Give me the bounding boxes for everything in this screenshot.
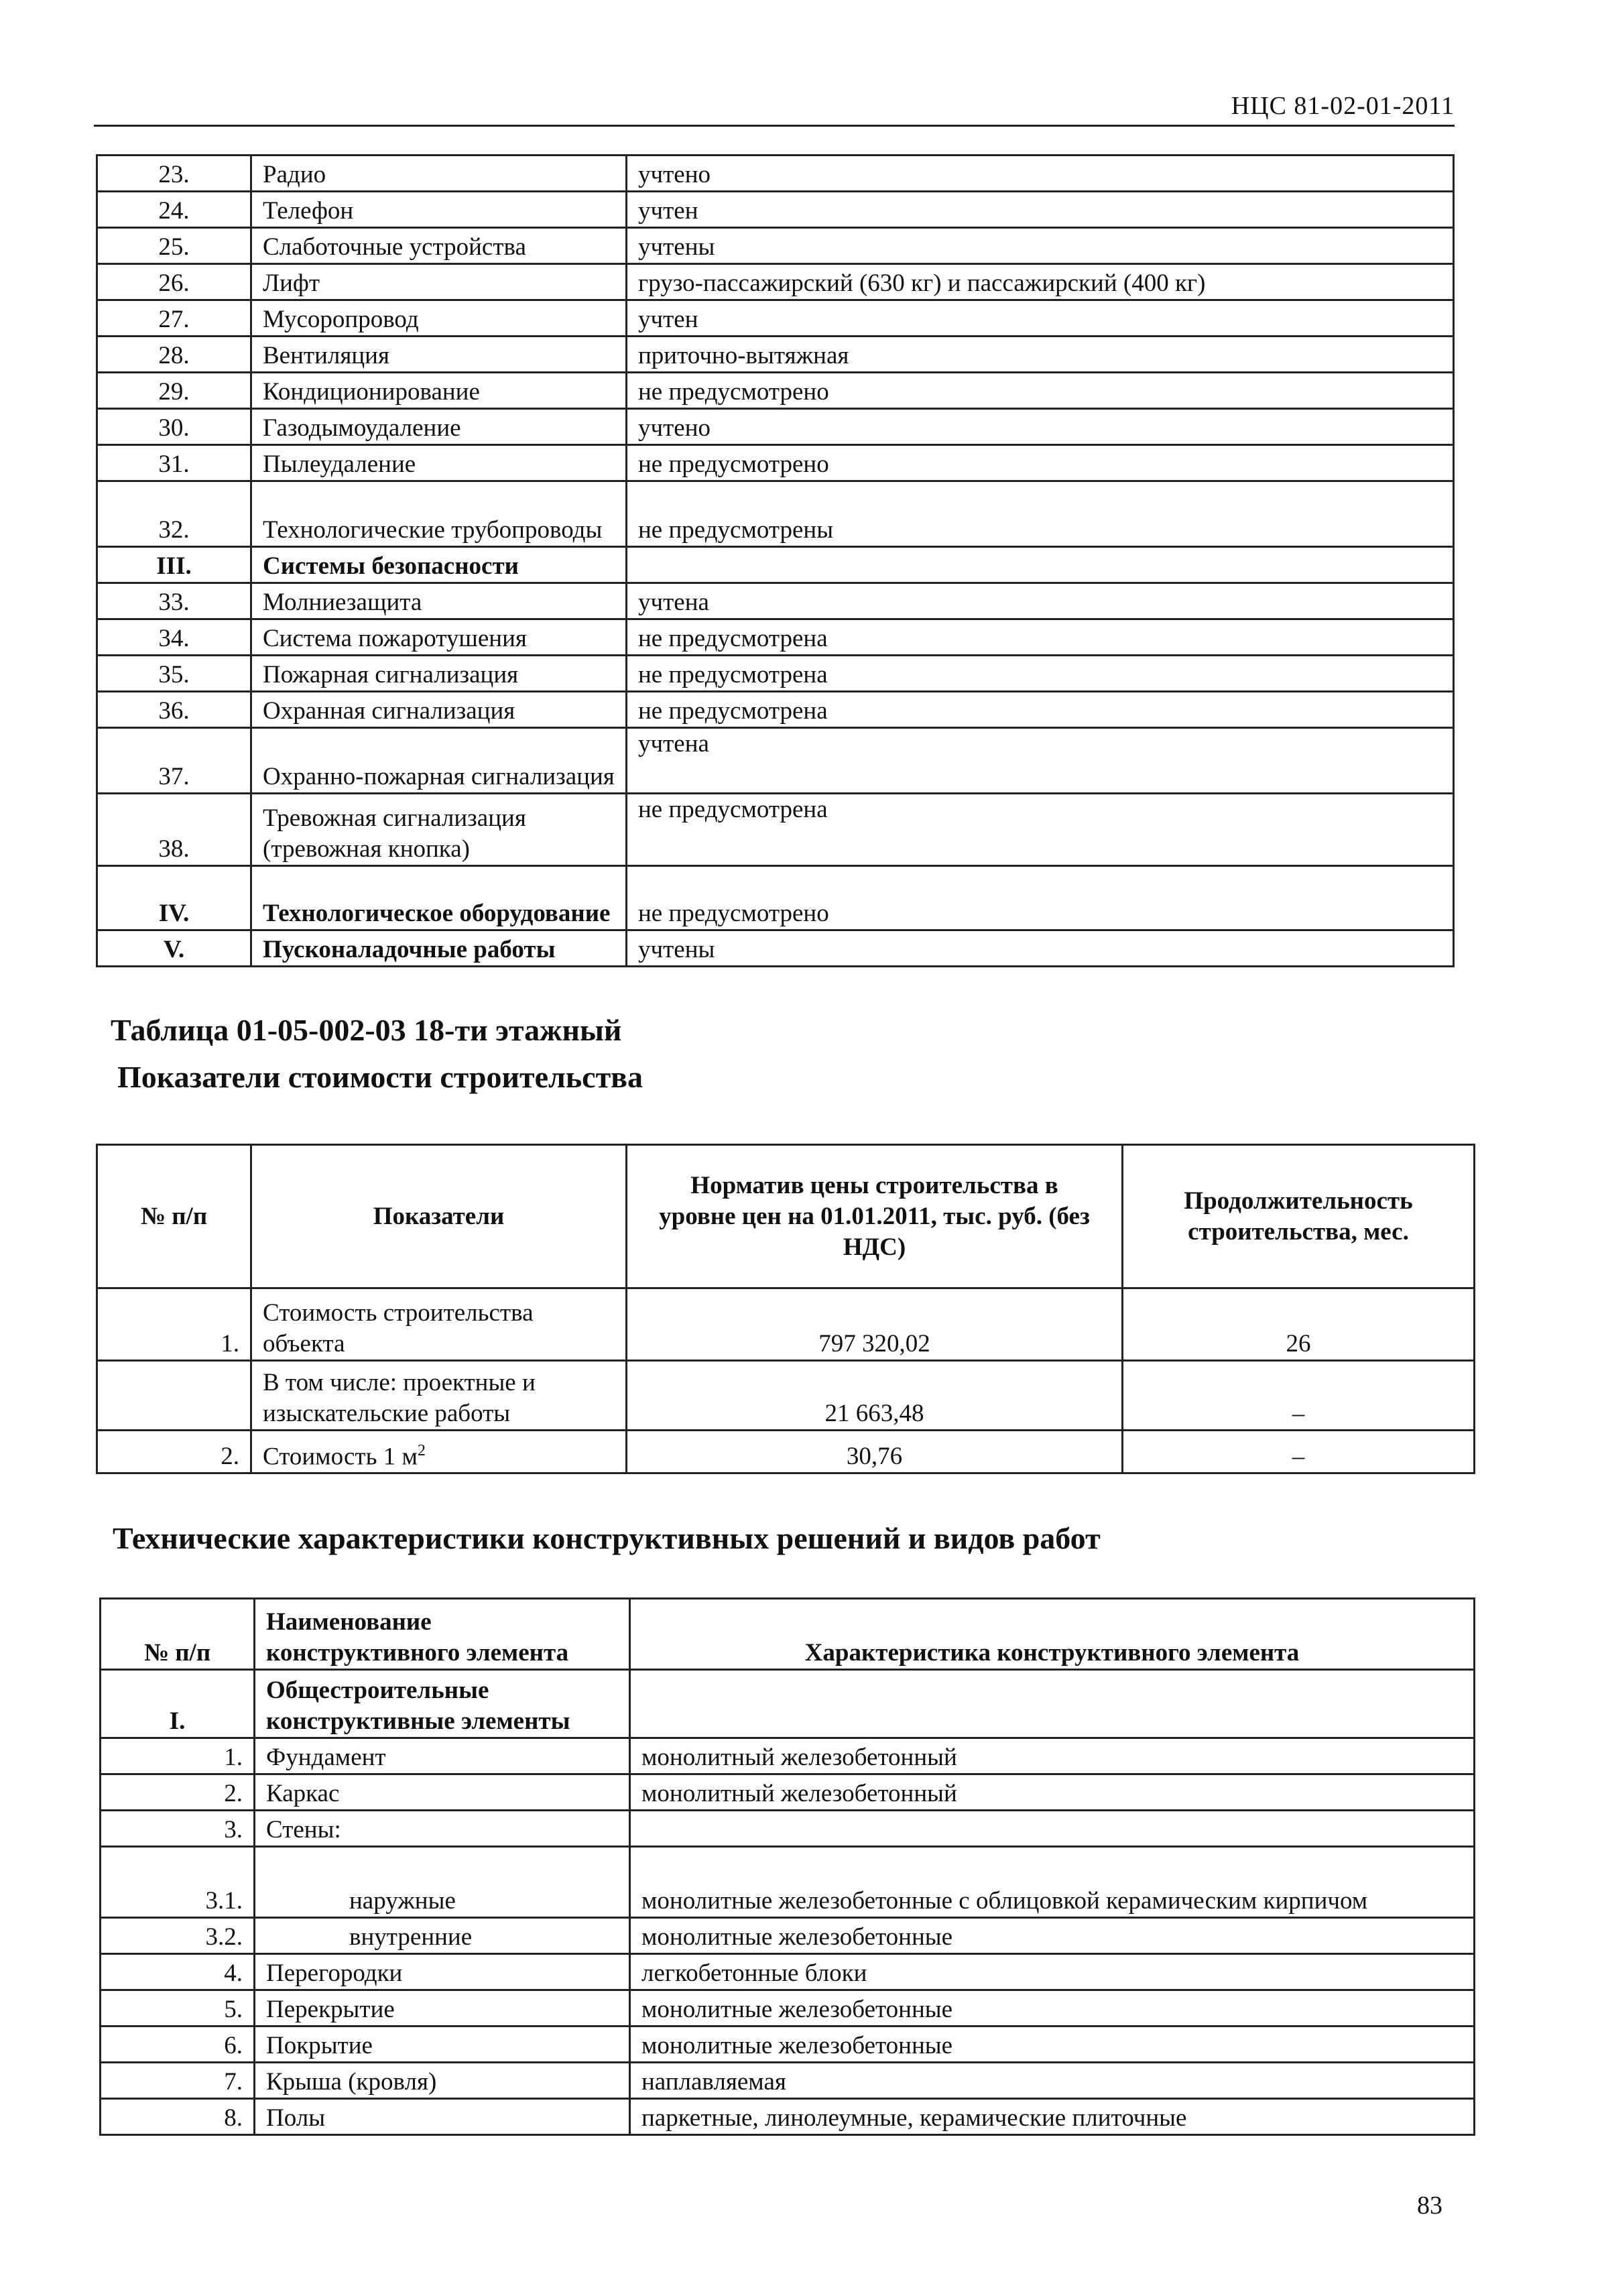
row-name: Перекрытие (255, 1990, 630, 2027)
row-value: не предусмотрено (627, 373, 1454, 409)
table-row (97, 1288, 1475, 1361)
row-value: монолитные железобетонные (630, 2027, 1475, 2063)
row-name: Покрытие (255, 2027, 630, 2063)
row-number: 4. (101, 1954, 255, 1990)
section-title: Технические характеристики конструктивных решений и видов работ (113, 1521, 1101, 1555)
row-name: Молниезащита (251, 583, 627, 619)
row-name: Слаботочные устройства (251, 228, 627, 264)
row-number: 24. (97, 192, 251, 228)
row-name: Фундамент (255, 1738, 630, 1774)
systems-table (96, 154, 1455, 967)
column-header-indicator: Показатели (251, 1145, 627, 1288)
row-value (630, 1811, 1475, 1847)
table-row (97, 728, 1454, 794)
row-name: Пожарная сигнализация (251, 656, 627, 692)
row-number: 27. (97, 300, 251, 337)
row-number: 36. (97, 692, 251, 728)
table-row (97, 619, 1454, 656)
row-value: монолитные железобетонные (630, 1918, 1475, 1954)
column-header-name: Наименование конструктивного элемента (255, 1599, 630, 1670)
row-name: Перегородки (255, 1954, 630, 1990)
row-number: 26. (97, 264, 251, 300)
row-value: учтен (627, 192, 1454, 228)
section-number: III. (97, 547, 251, 583)
section-row (101, 1670, 1475, 1738)
structural-elements-table (99, 1597, 1475, 2136)
row-number: 5. (101, 1990, 255, 2027)
table-row (97, 1361, 1475, 1431)
section-name: Общестроительные конструктивные элементы (255, 1670, 630, 1738)
row-name: Система пожаротушения (251, 619, 627, 656)
table-row (101, 2027, 1475, 2063)
table-row (97, 192, 1454, 228)
table-subtitle: Показатели стоимости строительства (117, 1060, 643, 1094)
table-row (101, 1811, 1475, 1847)
column-header-number: № п/п (101, 1599, 255, 1670)
row-duration: – (1123, 1431, 1475, 1473)
superscript: 2 (417, 1441, 426, 1459)
row-name: Кондиционирование (251, 373, 627, 409)
row-name: Охранно-пожарная сигнализация (251, 728, 627, 794)
row-value: легкобетонные блоки (630, 1954, 1475, 1990)
row-value (630, 1670, 1475, 1738)
row-value: не предусмотрена (627, 656, 1454, 692)
row-value: учтено (627, 156, 1454, 192)
row-number: 28. (97, 337, 251, 373)
row-name: Крыша (кровля) (255, 2063, 630, 2099)
row-name: Мусоропровод (251, 300, 627, 337)
table-row (97, 656, 1454, 692)
row-number: 30. (97, 409, 251, 445)
row-value: не предусмотрена (627, 692, 1454, 728)
row-name: Лифт (251, 264, 627, 300)
page-header (94, 86, 1455, 127)
page-number: 83 (1417, 2191, 1442, 2220)
row-value: наплавляемая (630, 2063, 1475, 2099)
row-number (97, 1361, 251, 1431)
row-duration: 26 (1123, 1288, 1475, 1361)
row-number: 3.2. (101, 1918, 255, 1954)
row-price: 30,76 (627, 1431, 1123, 1473)
cost-indicators-table (96, 1144, 1475, 1474)
row-name: Газодымоудаление (251, 409, 627, 445)
row-name: Радио (251, 156, 627, 192)
table-row (101, 1954, 1475, 1990)
row-price: 21 663,48 (627, 1361, 1123, 1431)
table-row (97, 409, 1454, 445)
row-name: Пылеудаление (251, 445, 627, 481)
row-number: 29. (97, 373, 251, 409)
row-name: Стены: (255, 1811, 630, 1847)
row-name: Охранная сигнализация (251, 692, 627, 728)
row-number: 6. (101, 2027, 255, 2063)
table-header-row (97, 1145, 1475, 1288)
row-value: приточно-вытяжная (627, 337, 1454, 373)
row-name-text: Стоимость 1 м (263, 1443, 418, 1470)
row-value: не предусмотрены (627, 481, 1454, 547)
row-name: наружные (255, 1847, 630, 1918)
row-value: грузо-пассажирский (630 кг) и пассажирский (400 кг) (627, 264, 1454, 300)
row-number: 1. (101, 1738, 255, 1774)
row-name: внутренние (255, 1918, 630, 1954)
table-row (97, 300, 1454, 337)
table-row (97, 228, 1454, 264)
row-number: 2. (97, 1431, 251, 1473)
table-row (97, 583, 1454, 619)
row-value: учтена (627, 583, 1454, 619)
row-value: монолитный железобетонный (630, 1738, 1475, 1774)
row-number: 25. (97, 228, 251, 264)
row-value: учтены (627, 228, 1454, 264)
row-value: монолитные железобетонные с облицовкой керамическим кирпичом (630, 1847, 1475, 1918)
table-row (101, 2063, 1475, 2099)
section-name: Пусконаладочные работы (251, 930, 627, 967)
column-header-duration: Продолжительность строительства, мес. (1123, 1145, 1475, 1288)
row-value: паркетные, линолеумные, керамические плиточные (630, 2099, 1475, 2135)
table-row (97, 794, 1454, 866)
section-name: Системы безопасности (251, 547, 627, 583)
table-row (97, 445, 1454, 481)
table-row (97, 373, 1454, 409)
table-row (101, 1774, 1475, 1811)
document-code: НЦС 81-02-01-2011 (1231, 92, 1455, 120)
row-value: монолитные железобетонные (630, 1990, 1475, 2027)
table-row (97, 692, 1454, 728)
row-number: 35. (97, 656, 251, 692)
row-name: Тревожная сигнализация (тревожная кнопка) (251, 794, 627, 866)
row-number: 3.1. (101, 1847, 255, 1918)
section-row (97, 930, 1454, 967)
row-number: 7. (101, 2063, 255, 2099)
row-value: монолитный железобетонный (630, 1774, 1475, 1811)
table-row (97, 337, 1454, 373)
table-row (101, 1847, 1475, 1918)
table-title: Таблица 01-05-002-03 18-ти этажный (111, 1013, 622, 1047)
row-number: 34. (97, 619, 251, 656)
row-number: 33. (97, 583, 251, 619)
section-number: I. (101, 1670, 255, 1738)
table-row (101, 1990, 1475, 2027)
column-header-characteristic: Характеристика конструктивного элемента (630, 1599, 1475, 1670)
column-header-number: № п/п (97, 1145, 251, 1288)
section-number: IV. (97, 866, 251, 930)
table-row (101, 2099, 1475, 2135)
section-row (97, 547, 1454, 583)
row-value: не предусмотрена (627, 619, 1454, 656)
table-row (97, 264, 1454, 300)
column-header-price: Норматив цены строительства в уровне цен на 01.01.2011, тыс. руб. (без НДС) (627, 1145, 1123, 1288)
table-row (101, 1738, 1475, 1774)
row-value: учтено (627, 409, 1454, 445)
row-value (627, 547, 1454, 583)
row-number: 31. (97, 445, 251, 481)
table-header-row (101, 1599, 1475, 1670)
row-value: не предусмотрено (627, 445, 1454, 481)
row-name: Вентиляция (251, 337, 627, 373)
table-row (97, 1431, 1475, 1473)
row-name: Полы (255, 2099, 630, 2135)
row-name: В том числе: проектные и изыскательские работы (251, 1361, 627, 1431)
row-value: учтены (627, 930, 1454, 967)
row-value: учтена (627, 728, 1454, 794)
row-number: 3. (101, 1811, 255, 1847)
row-value: не предусмотрена (627, 794, 1454, 866)
row-value: не предусмотрено (627, 866, 1454, 930)
section-name: Технологическое оборудование (251, 866, 627, 930)
row-name: Стоимость строительства объекта (251, 1288, 627, 1361)
row-number: 38. (97, 794, 251, 866)
row-number: 32. (97, 481, 251, 547)
row-duration: – (1123, 1361, 1475, 1431)
row-number: 8. (101, 2099, 255, 2135)
section-number: V. (97, 930, 251, 967)
table-row (97, 481, 1454, 547)
row-number: 23. (97, 156, 251, 192)
row-name: Технологические трубопроводы (251, 481, 627, 547)
row-number: 2. (101, 1774, 255, 1811)
section-row (97, 866, 1454, 930)
row-name: Каркас (255, 1774, 630, 1811)
row-value: учтен (627, 300, 1454, 337)
row-number: 37. (97, 728, 251, 794)
table-row (97, 156, 1454, 192)
table-row (101, 1918, 1475, 1954)
row-name: Телефон (251, 192, 627, 228)
row-number: 1. (97, 1288, 251, 1361)
row-name (251, 1431, 627, 1473)
row-price: 797 320,02 (627, 1288, 1123, 1361)
